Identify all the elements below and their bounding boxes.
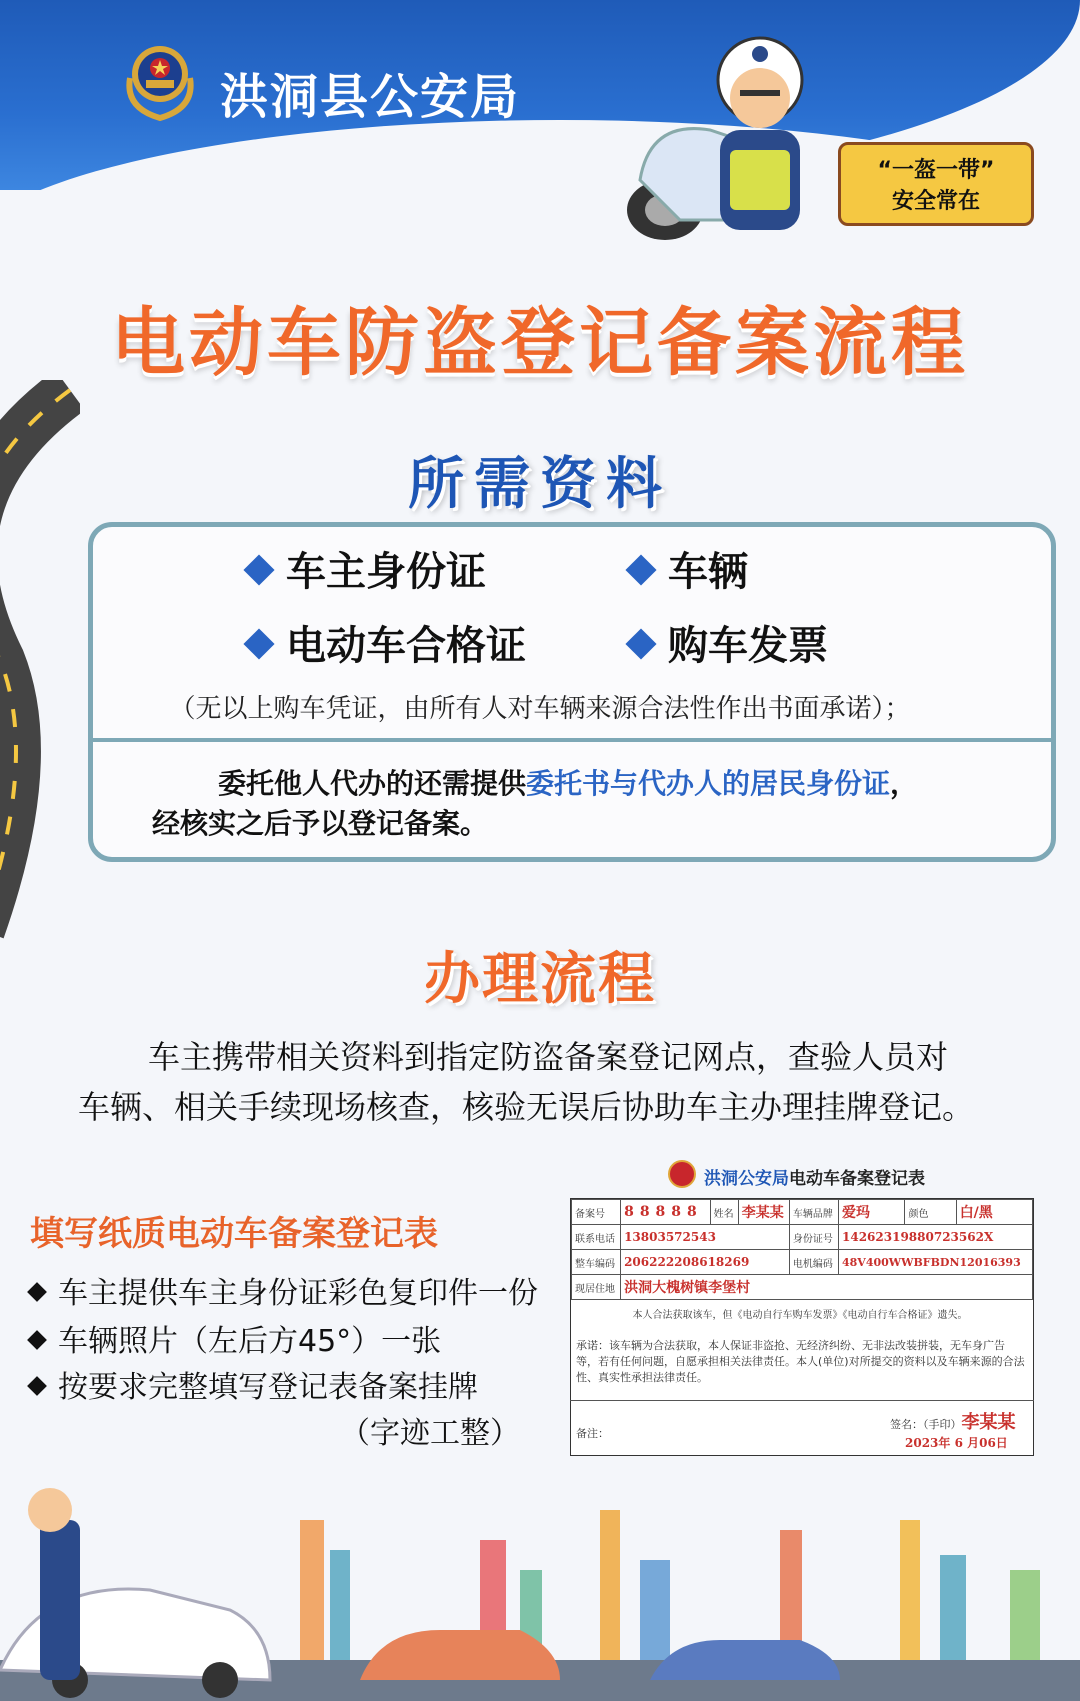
badge-line1: “一盔一带”	[877, 158, 995, 183]
process-line2: 车辆、相关手续现场核查，核验无误后协助车主办理挂牌登记。	[78, 1088, 975, 1126]
diamond-bullet-icon	[625, 628, 656, 659]
form-promise: 承诺：该车辆为合法获取，本人保证非盗抢、无经济纠纷、无非法改装拼装，无车身广告等，若有任何问题，自愿承担相关法律责任。本人(单位)对所提交的资料以及车辆来源的合法性、真实性承担法律责任。	[576, 1339, 1025, 1384]
badge-line2: 安全常在	[891, 189, 980, 214]
process-line1: 车主携带相关资料到指定防盗备案登记网点，查验人员对	[148, 1038, 949, 1076]
form-remark-label: 备注：	[576, 1427, 609, 1440]
form-date: 2023年 6 月06日	[905, 1436, 1008, 1450]
material-item: 购车发票	[630, 614, 828, 671]
materials-heading: 所需资料	[408, 452, 672, 517]
safety-slogan-badge	[838, 142, 1034, 226]
diamond-bullet-icon	[243, 628, 274, 659]
table-row: 整车编码 206222208618269 电机编码 48V400WWBFBDN12016393	[572, 1250, 1033, 1275]
form-tip: 本人合法获取该车，但《电动自行车购车发票》《电动自行车合格证》遗失。	[632, 1310, 968, 1321]
table-row: 联系电话 13803572543 身份证号 14262319880723562X	[572, 1225, 1033, 1250]
entrust-line2: 经核实之后予以登记备案。	[152, 807, 489, 840]
material-item: 车辆	[630, 540, 748, 597]
traffic-officer-motorcycle-icon	[620, 20, 850, 250]
page-title: 电动车防盗登记备案流程	[111, 300, 969, 386]
form-emblem-icon	[668, 1160, 696, 1188]
diamond-bullet-icon	[27, 1376, 47, 1396]
org-name: 洪洞县公安局	[220, 69, 521, 125]
city-skyline-illustration	[0, 1480, 1080, 1701]
diamond-bullet-icon	[625, 554, 656, 585]
table-row: 现居住地 洪洞大槐树镇李堡村	[572, 1275, 1033, 1300]
diamond-bullet-icon	[243, 554, 274, 585]
form-signature: 签名：（手印）李某某	[890, 1412, 1016, 1433]
fill-item: 车主提供车主身份证彩色复印件一份	[30, 1268, 538, 1312]
diamond-bullet-icon	[27, 1330, 47, 1350]
entrust-line1: 委托他人代办的还需提供委托书与代办人的居民身份证，	[218, 767, 919, 800]
materials-note: （无以上购车凭证，由所有人对车辆来源合法性作出书面承诺）；	[169, 694, 911, 724]
form-title: 洪洞公安局电动车备案登记表	[704, 1169, 925, 1189]
table-row: 备案号 88888 姓名 李某某 车辆品牌 爱玛 颜色 白/黑	[572, 1200, 1033, 1225]
materials-divider	[90, 738, 1054, 742]
fill-item: 车辆照片（左后方45°）一张	[30, 1316, 441, 1360]
police-emblem-icon	[120, 38, 200, 122]
form-divider	[570, 1400, 1034, 1401]
diamond-bullet-icon	[27, 1282, 47, 1302]
material-item: 电动车合格证	[248, 614, 526, 671]
fill-item: 按要求完整填写登记表备案挂牌	[30, 1362, 478, 1406]
form-table	[571, 1199, 1033, 1300]
material-item: 车主身份证	[248, 540, 486, 597]
process-heading: 办理流程	[424, 947, 656, 1012]
fill-sub-note: （字迹工整）	[340, 1416, 520, 1451]
entrust-highlight: 委托书与代办人的居民身份证	[526, 767, 891, 800]
fill-heading: 填写纸质电动车备案登记表	[30, 1214, 438, 1254]
